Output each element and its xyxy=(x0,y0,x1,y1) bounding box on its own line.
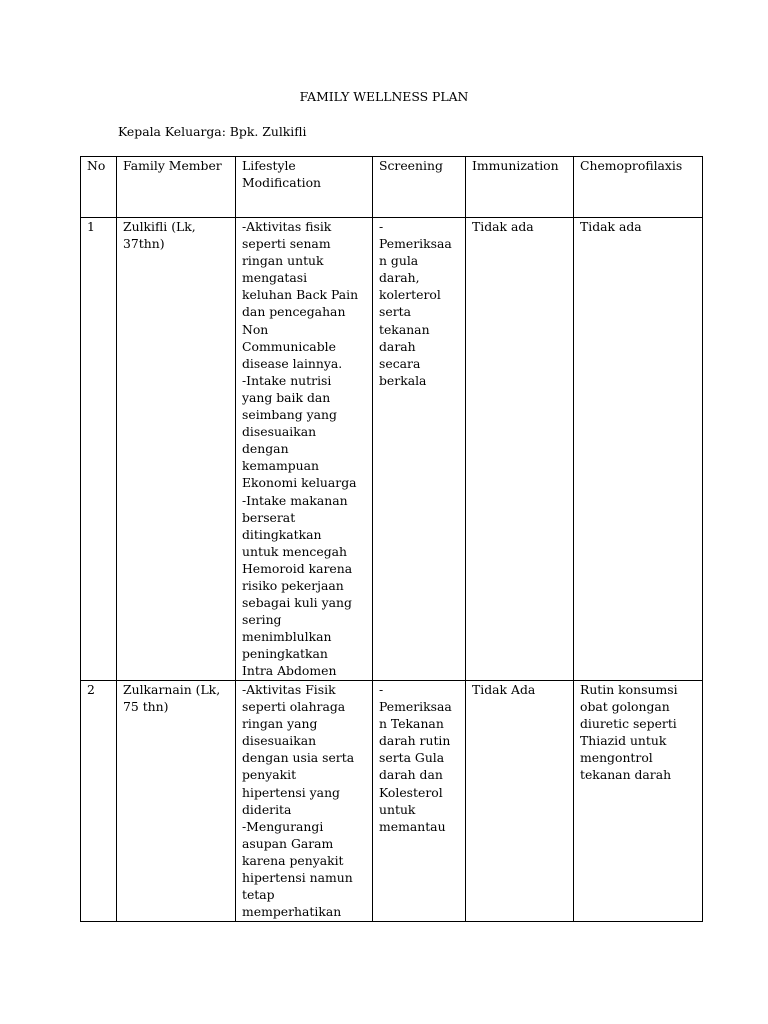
table-header-row xyxy=(81,157,703,218)
wellness-plan-table xyxy=(80,156,703,922)
column-header-chemoprofilaxis: Chemoprofilaxis xyxy=(574,157,703,218)
document-title: FAMILY WELLNESS PLAN xyxy=(299,89,469,104)
column-header-screening: Screening xyxy=(373,157,466,218)
table-row xyxy=(81,681,703,922)
cell-immunization: Tidak ada xyxy=(466,218,574,681)
cell-family-member: Zulkifli (Lk, 37thn) xyxy=(117,218,236,681)
cell-screening: - Pemeriksaa n gula darah, kolerterol serta tekanan darah secara berkala xyxy=(373,218,466,681)
column-header-immunization: Immunization xyxy=(466,157,574,218)
table-row xyxy=(81,218,703,681)
cell-screening: - Pemeriksaa n Tekanan darah rutin serta Gula darah dan Kolesterol untuk memantau xyxy=(373,681,466,922)
cell-immunization: Tidak Ada xyxy=(466,681,574,922)
cell-family-member: Zulkarnain (Lk, 75 thn) xyxy=(117,681,236,922)
column-header-no: No xyxy=(81,157,117,218)
cell-chemoprofilaxis: Tidak ada xyxy=(574,218,703,681)
cell-no: 2 xyxy=(81,681,117,922)
column-header-lifestyle-modification: Lifestyle Modification xyxy=(236,157,373,218)
cell-lifestyle-modification: -Aktivitas fisik seperti senam ringan untuk mengatasi keluhan Back Pain dan pencegahan Non Communicable disease lainnya. -Intake nutrisi yang baik dan seimbang yang disesuaikan dengan kemampuan Ekonomi keluarga -Intake makanan berserat ditingkatkan untuk mencegah Hemoroid karena risiko pekerjaan sebagai kuli yang sering menimblulkan peningkatkan Intra Abdomen xyxy=(236,218,373,681)
head-of-family: Kepala Keluarga: Bpk. Zulkifli xyxy=(118,124,307,139)
cell-no: 1 xyxy=(81,218,117,681)
cell-chemoprofilaxis: Rutin konsumsi obat golongan diuretic seperti Thiazid untuk mengontrol tekanan darah xyxy=(574,681,703,922)
cell-lifestyle-modification: -Aktivitas Fisik seperti olahraga ringan yang disesuaikan dengan usia serta penyakit hipertensi yang diderita -Mengurangi asupan Garam karena penyakit hipertensi namun tetap memperhatikan xyxy=(236,681,373,922)
column-header-family-member: Family Member xyxy=(117,157,236,218)
